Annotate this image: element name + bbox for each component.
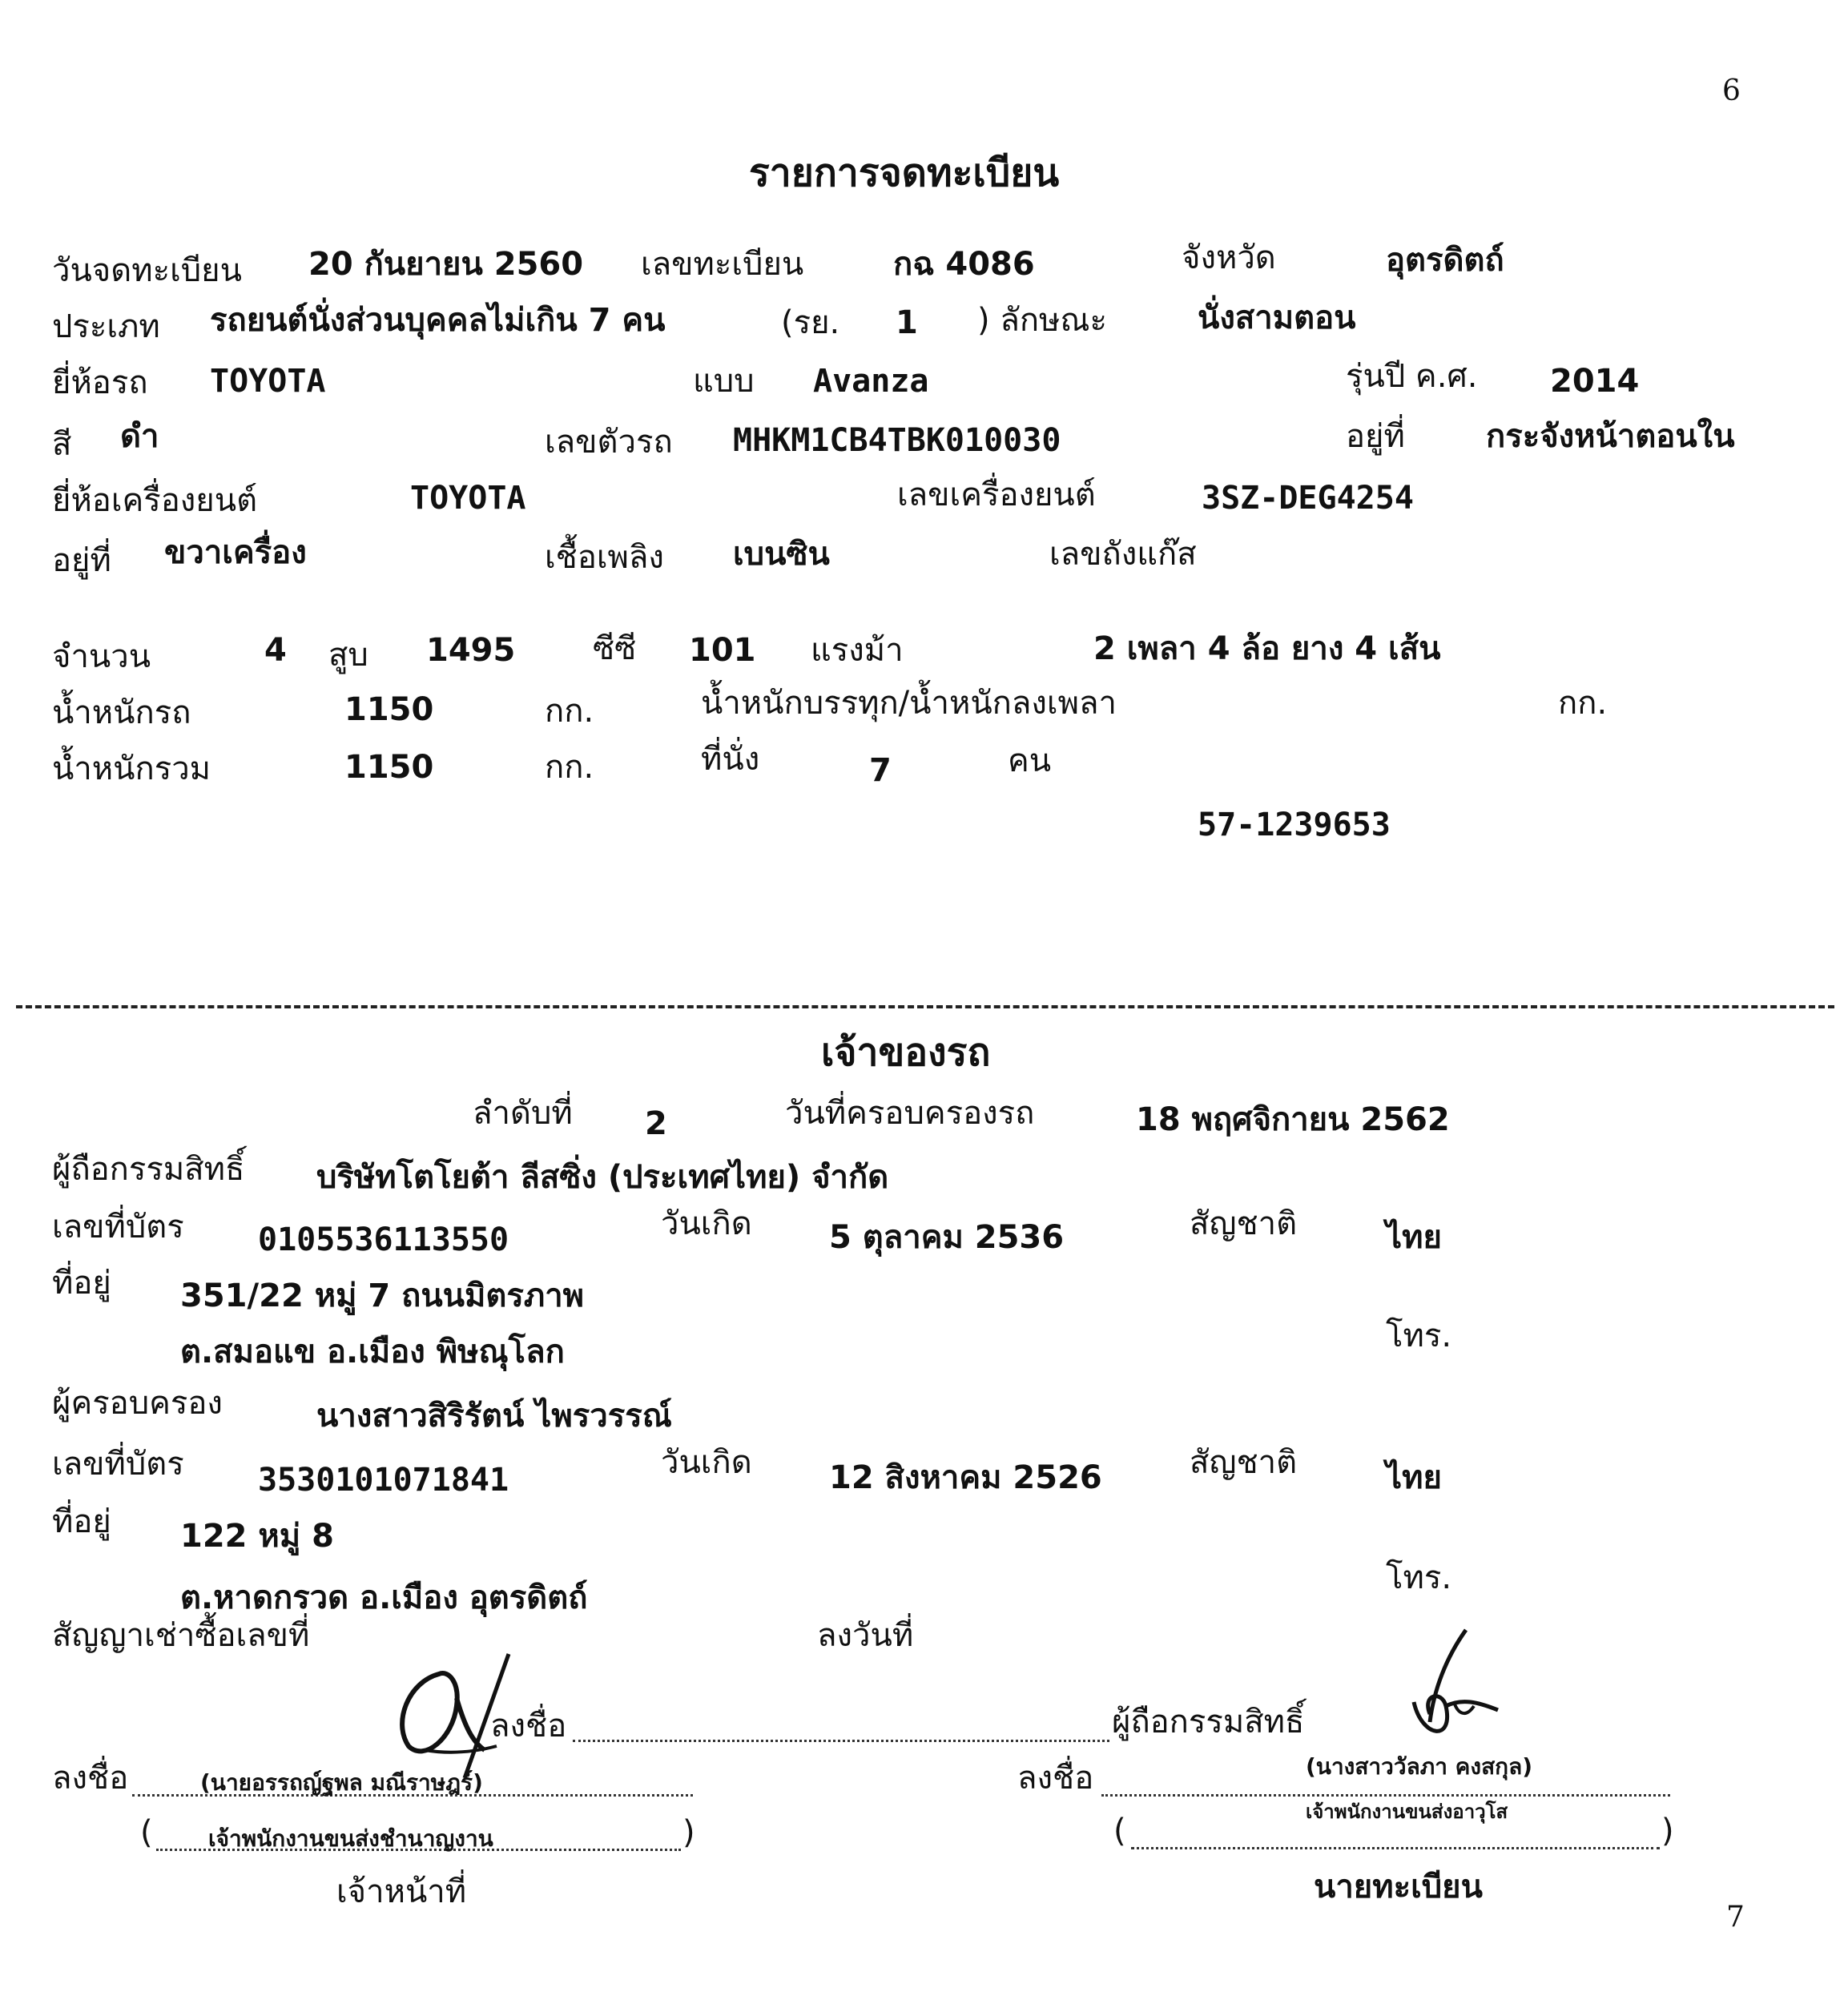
page-number-top: 6 bbox=[1722, 74, 1741, 107]
gas-tank-label: เลขถังแก๊ส bbox=[1049, 536, 1197, 573]
right-sign-label: ลงชื่อ bbox=[1017, 1760, 1094, 1797]
body-style-value: นั่งสามตอน bbox=[1198, 300, 1356, 336]
ry-open: (รย. bbox=[781, 304, 840, 341]
brand-label: ยี่ห้อรถ bbox=[52, 364, 148, 401]
chassis-loc-value: กระจังหน้าตอนใน bbox=[1486, 418, 1735, 455]
left-official-title: เจ้าพนักงานขนส่งชำนาญงาน bbox=[208, 1825, 493, 1852]
engine-no-value: 3SZ-DEG4254 bbox=[1202, 480, 1414, 517]
seats-label: ที่นั่ง bbox=[701, 741, 760, 778]
right-signature-image bbox=[1398, 1626, 1502, 1746]
cc-value: 1495 bbox=[426, 632, 516, 669]
owner-address-line2: ต.สมอแข อ.เมือง พิษณุโลก bbox=[180, 1334, 565, 1370]
brand-value: TOYOTA bbox=[210, 363, 326, 400]
left-signature-image bbox=[376, 1650, 537, 1786]
hp-label: แรงม้า bbox=[811, 632, 904, 669]
owner-id-label: เลขที่บัตร bbox=[52, 1209, 184, 1245]
holder-address-line2: ต.หาดกรวด อ.เมือง อุตรดิตถ์ bbox=[180, 1579, 588, 1616]
model-year-label: รุ่นปี ค.ศ. bbox=[1346, 358, 1478, 395]
possession-date-value: 18 พฤศจิกายน 2562 bbox=[1136, 1101, 1450, 1138]
holder-tel-label: โทร. bbox=[1386, 1559, 1452, 1596]
right-official-title: เจ้าพนักงานขนส่งอาวุโส bbox=[1306, 1801, 1508, 1823]
province-value: อุตรดิตถ์ bbox=[1386, 242, 1504, 279]
weight-value: 1150 bbox=[344, 691, 434, 728]
model-year-value: 2014 bbox=[1550, 363, 1640, 400]
seq-value: 2 bbox=[645, 1105, 667, 1142]
owner-nationality-label: สัญชาติ bbox=[1190, 1205, 1298, 1242]
right-title-line bbox=[1131, 1847, 1660, 1849]
color-label: สี bbox=[52, 426, 72, 463]
holder-address-line1: 122 หมู่ 8 bbox=[180, 1518, 334, 1555]
section-separator bbox=[16, 1005, 1834, 1008]
load-label: น้ำหนักบรรทุก/น้ำหนักลงเพลา bbox=[701, 685, 1117, 722]
body-style-label: ) ลักษณะ bbox=[977, 302, 1108, 339]
document-number: 57-1239653 bbox=[1198, 807, 1391, 843]
holder-dob-value: 12 สิงหาคม 2526 bbox=[829, 1459, 1102, 1496]
engine-loc-label: อยู่ที่ bbox=[52, 542, 111, 579]
left-close-paren: ) bbox=[682, 1814, 695, 1851]
count-label: จำนวน bbox=[52, 638, 151, 675]
fuel-label: เชื้อเพลิง bbox=[545, 539, 664, 576]
left-open-paren: ( bbox=[140, 1814, 153, 1851]
chassis-label: เลขตัวรถ bbox=[545, 424, 673, 461]
chassis-loc-label: อยู่ที่ bbox=[1346, 418, 1405, 455]
page-number-bottom: 7 bbox=[1726, 1901, 1745, 1934]
contract-label: สัญญาเช่าซื้อเลขที่ bbox=[52, 1617, 310, 1654]
reg-date-value: 20 กันยายน 2560 bbox=[308, 246, 584, 283]
weight-unit: กก. bbox=[545, 693, 594, 730]
model-value: Avanza bbox=[813, 363, 929, 400]
weight-label: น้ำหนักรถ bbox=[52, 694, 191, 731]
holder-label: ผู้ครอบครอง bbox=[52, 1385, 223, 1422]
engine-brand-label: ยี่ห้อเครื่องยนต์ bbox=[52, 482, 258, 519]
owner-tel-label: โทร. bbox=[1386, 1318, 1452, 1354]
right-sign-line bbox=[1101, 1794, 1670, 1797]
owner-name: บริษัทโตโยต้า ลีสซิ่ง (ประเทศไทย) จำกัด bbox=[316, 1159, 889, 1196]
owner-sign-line bbox=[573, 1740, 1109, 1742]
engine-brand-value: TOYOTA bbox=[410, 480, 526, 517]
holder-id-label: เลขที่บัตร bbox=[52, 1446, 184, 1483]
holder-id-value: 3530101071841 bbox=[258, 1462, 509, 1499]
chassis-value: MHKM1CB4TBK010030 bbox=[733, 422, 1061, 459]
owner-role-label: ผู้ถือกรรมสิทธิ์ bbox=[1112, 1704, 1305, 1740]
owner-nationality-value: ไทย bbox=[1386, 1219, 1442, 1256]
province-label: จังหวัด bbox=[1182, 239, 1276, 276]
total-weight-value: 1150 bbox=[344, 749, 434, 786]
seq-label: ลำดับที่ bbox=[473, 1095, 573, 1132]
right-close-paren: ) bbox=[1661, 1813, 1674, 1849]
type-label: ประเภท bbox=[52, 308, 160, 345]
owner-dob-value: 5 ตุลาคม 2536 bbox=[829, 1219, 1065, 1256]
right-official-name: (นางสาววัลภา คงสกุล) bbox=[1306, 1753, 1533, 1780]
owner-dob-label: วันเกิด bbox=[661, 1205, 752, 1242]
reg-date-label: วันจดทะเบียน bbox=[52, 252, 242, 289]
holder-address-label: ที่อยู่ bbox=[52, 1503, 111, 1540]
owner-address-label: ที่อยู่ bbox=[52, 1265, 111, 1302]
owner-id-value: 0105536113550 bbox=[258, 1221, 509, 1258]
axle-info: 2 เพลา 4 ล้อ ยาง 4 เส้น bbox=[1093, 630, 1441, 667]
left-official-name: (นายอรรถญ์ฐพล มณีราษฎร์) bbox=[200, 1769, 483, 1796]
sign-date-label: ลงวันที่ bbox=[817, 1617, 914, 1654]
right-open-paren: ( bbox=[1113, 1813, 1126, 1849]
possession-date-label: วันที่ครอบครองรถ bbox=[785, 1095, 1035, 1132]
cylinders-value: 4 bbox=[264, 632, 287, 669]
hp-value: 101 bbox=[689, 632, 756, 669]
engine-no-label: เลขเครื่องยนต์ bbox=[897, 477, 1096, 513]
holder-dob-label: วันเกิด bbox=[661, 1444, 752, 1481]
holder-name: นางสาวสิริรัตน์ ไพรวรรณ์ bbox=[316, 1398, 672, 1435]
owner-address-line1: 351/22 หมู่ 7 ถนนมิตรภาพ bbox=[180, 1278, 585, 1314]
plate-label: เลขทะเบียน bbox=[641, 246, 804, 283]
load-unit: กก. bbox=[1558, 685, 1608, 722]
seats-value: 7 bbox=[869, 752, 892, 789]
owner-label: ผู้ถือกรรมสิทธิ์ bbox=[52, 1151, 245, 1188]
left-official-role: เจ้าหน้าที่ bbox=[336, 1873, 467, 1910]
plate-value: กฉ 4086 bbox=[893, 246, 1035, 283]
left-sign-label: ลงชื่อ bbox=[52, 1760, 129, 1797]
cc-label: ซีซี bbox=[593, 630, 637, 667]
ry-number: 1 bbox=[896, 304, 918, 341]
model-label: แบบ bbox=[693, 363, 755, 400]
total-weight-label: น้ำหนักรวม bbox=[52, 750, 211, 787]
total-weight-unit: กก. bbox=[545, 749, 594, 786]
owner-sign-label: ลงชื่อ bbox=[490, 1708, 567, 1744]
cylinder-label: สูบ bbox=[328, 637, 368, 674]
holder-nationality-value: ไทย bbox=[1386, 1459, 1442, 1496]
holder-nationality-label: สัญชาติ bbox=[1190, 1444, 1298, 1481]
persons-label: คน bbox=[1008, 742, 1052, 779]
type-value: รถยนต์นั่งส่วนบุคคลไม่เกิน 7 คน bbox=[210, 302, 666, 339]
right-official-role: นายทะเบียน bbox=[1314, 1869, 1483, 1905]
color-value: ดำ bbox=[120, 418, 159, 455]
owner-section-title: เจ้าของรถ bbox=[821, 1030, 991, 1075]
fuel-value: เบนซิน bbox=[733, 536, 830, 573]
engine-loc-value: ขวาเครื่อง bbox=[164, 534, 307, 571]
registration-title: รายการจดทะเบียน bbox=[749, 151, 1060, 195]
